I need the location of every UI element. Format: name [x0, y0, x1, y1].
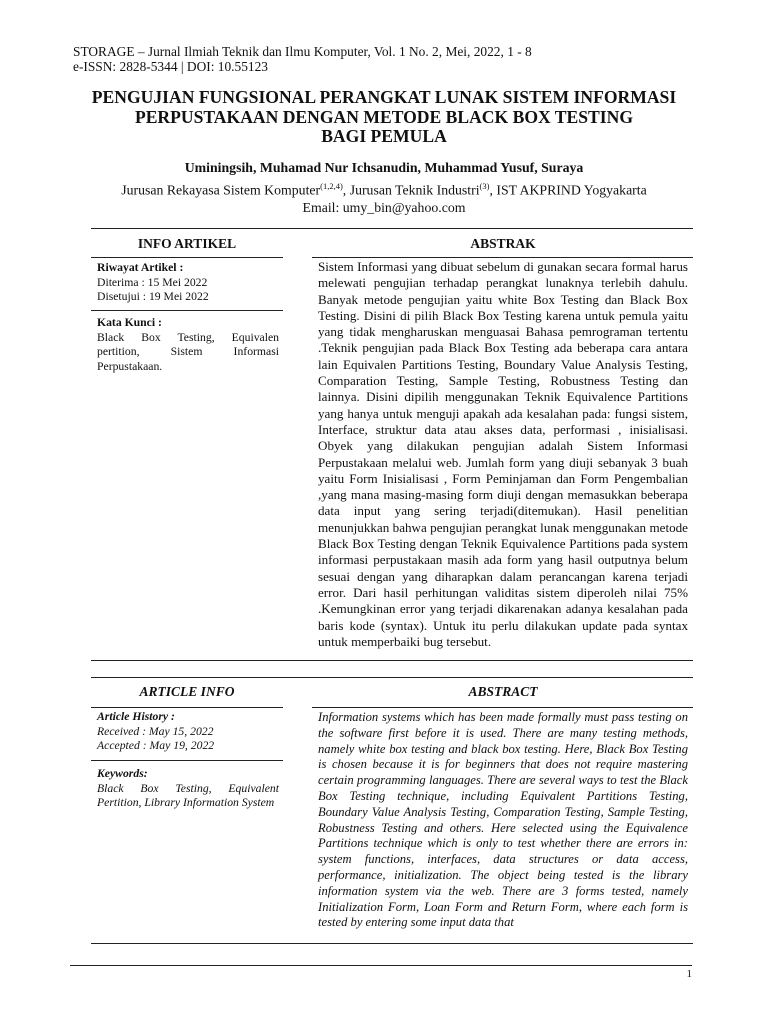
abstrak-text: Sistem Informasi yang dibuat sebelum di gunakan secara formal harus melewati pengujian terhadap perangkat lunaknya terlebih dahulu. Banyak metode pengujian yaitu white Box Testing dan Black Box Testing. Disini di pilih Black Box Testing karena untuk pemula yaitu yang tidak mengharuskan menguasai Bahasa pemrograman tertentu .Teknik pengujian pada Black Box Testing ada beberapa cara antara lain Equivalen Partitions Testing, Boundary Value Analysis Testing, Comparation Testing, Sample Testing, Robustness Testing dan lainnya. Disini dipilih menggunakan Teknik Equivalence Partitions yang hanya untuk menguji apakah ada kesalahan pada: fungsi sistem, Interface, struktur data atau akses data, performasi , inisialisasi. Obyek yang dilakukan pengujian adalah Sistem Informasi Perpustakaan melalui web. Jumlah form yang diuji sebanyak 3 buah yaitu Form Inisialisasi , Form Peminjaman dan Form Pengembalian ,yang mana masing-masing form diuji dengan memasukkan beberapa data input yang sering terjadi(ditemukan). Hasil penelitian menunjukkan bahwa pengujian perangkat lunak menggunakan metode Black Box Testing dengan Teknik Equivalence Partitions pada system informasi perpustakaan masih ada form yang hasil outputnya belum sesuai dengan yang diharapkan dalam perancangan karena terjadi error. Dari hasil perhitungan validitas sistem diperoleh nilai 75% .Kemungkinan error yang terjadi dikarenakan adanya kesalahan pada baris kode (syntax). Untuk itu perlu dilakukan update pada syntax untuk memperbaiki bug tersebut.: [318, 259, 688, 649]
page-number: 1: [686, 968, 692, 980]
journal-header: [73, 44, 532, 74]
article-history-en: [97, 710, 279, 754]
affiliation-institute: , IST AKPRIND Yogyakarta: [489, 182, 647, 198]
divider-info-id: [91, 257, 283, 258]
abstract-text: Information systems which has been made formally must pass testing on the software first before it is used. There are many testing methods, namely white box testing and black box testing. Here, Black Box Testing is chosen because it is for beginners that does not require mastering certain programming languages. There are several ways to test the Black Box Testing technique, including Equivalent Partitions Testing, Boundary Value Analysis Testing, Comparation Testing, Sample Testing, Robustness Testing and others. Here selected using the Equivalence Partitions technique which is only to test whether there are errors in: system functions, interfaces, data structures or data access, performance, initialization. The object being tested is the library information system via the web. There are 3 forms tested, namely Initialization Form, Loan Form and Return Form, where each form is tested by entering some input data that: [318, 710, 688, 930]
keywords-text-id: Black Box Testing, Equivalen pertition, Sistem Informasi Perpustakaan.: [97, 330, 279, 373]
divider-top-en: [91, 677, 693, 678]
accepted-date-id: Disetujui : 19 Mei 2022: [97, 290, 209, 304]
affiliation-dept-2: , Jurusan Teknik Industri: [342, 182, 480, 198]
paper-title: [60, 88, 708, 147]
article-info-heading: ARTICLE INFO: [139, 684, 235, 699]
keywords-label-id: Kata Kunci :: [97, 316, 162, 329]
keywords-block-en: [97, 767, 279, 811]
keywords-block-id: [97, 316, 279, 374]
accepted-date-en: Accepted : May 19, 2022: [97, 739, 215, 753]
affiliation-sup-1: (1,2,4): [320, 181, 343, 191]
title-line-2: PERPUSTAKAAN DENGAN METODE BLACK BOX TESTING: [134, 106, 634, 127]
divider-history-en: [91, 760, 283, 761]
divider-bottom-id: [91, 660, 693, 661]
journal-citation: STORAGE – Jurnal Ilmiah Teknik dan Ilmu Komputer, Vol. 1 No. 2, Mei, 2022, 1 - 8: [73, 44, 532, 59]
divider-bottom-en: [91, 943, 693, 944]
abstrak-heading: ABSTRAK: [470, 236, 536, 251]
affiliation-dept-1: Jurusan Rekayasa Sistem Komputer: [121, 182, 321, 198]
affiliation-sup-2: (3): [479, 181, 490, 191]
keywords-text-en: Black Box Testing, Equivalent Pertition, Library Information System: [97, 781, 279, 810]
title-line-1: PENGUJIAN FUNGSIONAL PERANGKAT LUNAK SISTEM INFORMASI: [91, 87, 677, 107]
author-list: Uminingsih, Muhamad Nur Ichsanudin, Muhammad Yusuf, Suraya: [184, 160, 584, 175]
divider-history-id: [91, 310, 283, 311]
title-line-3: BAGI PEMULA: [321, 126, 447, 146]
footer-rule: [70, 965, 692, 966]
divider-abstrak-id: [312, 257, 693, 258]
received-date-id: Diterima : 15 Mei 2022: [97, 275, 208, 289]
history-label-id: Riwayat Artikel :: [97, 261, 184, 274]
article-history-id: [97, 261, 279, 305]
divider-top-id: [91, 228, 693, 229]
abstract-heading: ABSTRACT: [468, 684, 538, 699]
info-artikel-heading: INFO ARTIKEL: [137, 236, 237, 251]
history-label-en: Article History :: [97, 710, 175, 723]
divider-abstract-en: [312, 707, 693, 708]
journal-issn-doi: e-ISSN: 2828-5344 | DOI: 10.55123: [73, 59, 268, 74]
contact-email: Email: umy_bin@yahoo.com: [302, 200, 466, 216]
received-date-en: Received : May 15, 2022: [97, 724, 214, 738]
keywords-label-en: Keywords:: [97, 767, 148, 780]
divider-info-en: [91, 707, 283, 708]
affiliation: [60, 178, 708, 217]
